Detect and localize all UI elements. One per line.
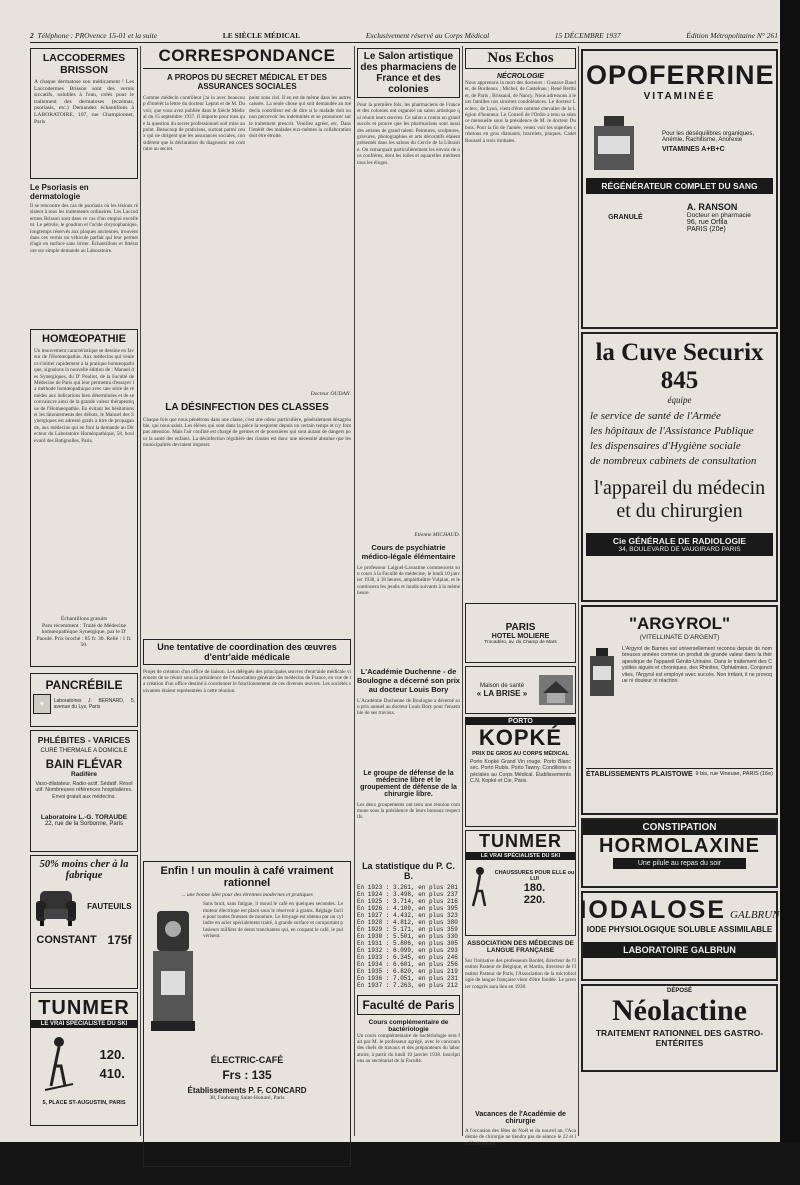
opoferrine-vitaminee: VITAMINÉE xyxy=(643,91,716,102)
tunmer-2-price-2: 220. xyxy=(523,894,546,906)
cuve-line-1: le service de santé de l'Armée xyxy=(590,410,721,422)
stat-row: En 1930 : 5.501, en plus 330 xyxy=(357,932,458,940)
hormolaxine-sub: Une pilule au repas du soir xyxy=(613,858,746,869)
house-photo-icon xyxy=(539,675,573,705)
phlebites-cure: CURE THERMALE A DOMICILE xyxy=(40,748,128,754)
tunmer-title: TUNMER xyxy=(38,997,130,1019)
stat-row: En 1927 : 4.432, en plus 323 xyxy=(357,911,458,919)
fauteuil-word: FAUTEUILS xyxy=(87,901,132,911)
vacances-title: Vacances de l'Académie de chirurgie xyxy=(475,1111,566,1125)
argyrol-estab: ÉTABLISSEMENTS PLAISTOWE xyxy=(586,771,693,778)
homeopathie-footer2: Paru récemment : Traité de Médecine homœopathique Synergique, par le D' Paoulé. Prix broché : 85 fr. 30. Relié : 1 fr. 50. xyxy=(36,622,132,649)
kopke-sub: PRIX DE GROS AU CORPS MÉDICAL xyxy=(472,751,569,757)
phlebites-title: PHLÉBITES - VARICES xyxy=(37,735,131,745)
medicine-bottle-icon xyxy=(586,112,656,172)
moulin-price: Frs : 135 xyxy=(222,1068,272,1083)
brisson-text: A chaque dermatose son médicament ! Les Laccodermes Brisson sont des vernis siccatifs, solubles à l'eau, créés pour le traitement des dermatoses (eczémas, psoriasis, etc.) Demandez échantillons à LABORATOIRE, 107, rue Championnet, Paris xyxy=(34,79,134,125)
salon-body: Pour la première fois, les pharmaciens de France et des colonies ont organisé un salon artistique qui réunit leurs œuvres. Ce salon a connu un grand succès et prouve que les pharmaciens sont aussi des artistes de grand talent. Peintures, sculptures, gravures, photographies et arts décoratifs étaient présentés dans les salons du Cercle de la Librairie. On remarquait particulièrement les envois de nos confrères, dont les toiles et aquarelles méritent tous les éloges. xyxy=(357,102,460,166)
neolactine-sub: TRAITEMENT RATIONNEL DES GASTRO-ENTÉRITES xyxy=(595,1028,764,1048)
hotel-moliere-ad xyxy=(465,603,576,663)
stat-row: En 1934 : 6.601, en plus 256 xyxy=(357,960,458,968)
tunmer-2-line: CHAUSSURES POUR ELLE ou LUI xyxy=(494,870,575,882)
bain-flevar-title: BAIN FLÉVAR xyxy=(45,759,123,771)
adjacent-page-edge xyxy=(780,0,800,1142)
opoferrine-pour: Pour les déséquilibres organiques, Anémie, Rachitisme, Anorexie xyxy=(662,131,755,143)
stat-table xyxy=(357,884,460,989)
correspondance-col-b: point sous ciel. Il en est de même dans les autres caisses. La seule chose qui soit demandée au médecin contrôleur est de dire si le malade doit ou non percevoir les indemnités et se prononcer sur le traitement prescrit. Veuillez agréer, etc. Dans l'intérêt des malades eux-mêmes la collaboration doit être étroite. xyxy=(249,95,351,140)
argyrol-sub: (VITELLINATE D'ARGENT) xyxy=(639,634,720,641)
argyrol-body: L'Argyrol de Barnes est universellement reconnu depuis de nombreuses années comme un produit de grande valeur dans la thérapeutique de l'appareil Génito-Urinaire. Dans le traitement des Cystites aiguës et chroniques, des Rhinites, Ophtalmies, Conjonctivites, l'Argyrol est employé avec succès. Non irritant, il ne provoque ni douleur ni réaction. xyxy=(622,646,772,685)
iodalose-brand: GALBRUN xyxy=(730,909,780,921)
desinfection-body: Chaque fois que nous pénétrons dans une classe, c'est une odeur particulière, généralement désagréable, qui nous saisit. Les élèves qui sont dans la pièce la respirent depuis un certain temps et n'y font pas attention. Mais l'air confiné est chargé de germes et de poussières qui sont autant de dangers pour la santé des enfants. La désinfection régulière des classes est donc une nécessité absolue que les municipalités devraient imposer. xyxy=(143,416,351,449)
hormolaxine-title: HORMOLAXINE xyxy=(599,835,760,857)
opoferrine-city: PARIS (20e) xyxy=(686,226,726,233)
iodalose-lab: LABORATOIRE GALBRUN xyxy=(583,942,776,958)
moulin-estab: Établissements P. F. CONCARD xyxy=(187,1086,307,1096)
coordination-box xyxy=(143,639,351,665)
iodalose-sub: IODE PHYSIOLOGIQUE SOLUBLE ASSIMILABLE xyxy=(586,925,773,934)
hotel-paris-title: PARIS xyxy=(505,621,536,633)
tunmer-price-2: 410. xyxy=(99,1066,125,1081)
salon-title: Le Salon artistique des pharmaciens de France et des colonies xyxy=(360,51,457,95)
tunmer-ad xyxy=(30,992,138,1126)
fauteuil-slogan: 50% moins cher à la fabrique xyxy=(39,859,129,881)
brise-name: « LA BRISE » xyxy=(476,688,528,698)
salon-signature: Etienne MICHAUD. xyxy=(414,532,460,538)
pancrebile-sub: Laboratoires J. BERNARD, 5, avenue du Lys, Paris xyxy=(53,698,135,710)
faculte-sub: Cours complémentaire de bactériologie xyxy=(368,1018,449,1033)
constant-price: 175f xyxy=(107,933,132,947)
neolactine-ad xyxy=(581,984,778,1072)
phlebites-ad xyxy=(30,730,138,852)
moulin-body: Sans bruit, sans fatigue, il moud le café en quelques secondes. Le moteur électrique est placé sous le réservoir à grains. Réglage facile pour toutes finesses de mouture. Le broyage est obtenu par un cylindre en acier spécialement traité, à grande surface et comportant plusieurs milliers de dents tranchantes qui, en coupant le café, le pulvérisent. xyxy=(203,901,343,940)
coffee-grinder-icon xyxy=(147,901,199,1051)
cuve-line-6: et du chirurgien xyxy=(616,500,743,522)
stat-row: En 1928 : 4.812, en plus 380 xyxy=(357,918,458,926)
moulin-ad xyxy=(143,861,351,1167)
stat-row: En 1929 : 5.171, en plus 359 xyxy=(357,925,458,933)
salon-box xyxy=(357,48,460,98)
column-5 xyxy=(581,46,778,1136)
kopke-prices: Porto Kopké Grand Vin rouge. Porto Blanc sec. Porto Rubis. Porto Tawny. Conditions spéciales au Corps Médical. Établissements C.N. Kopké et Cie, Paris. xyxy=(470,759,571,785)
cuve-line-4: de nombreux cabinets de consultation xyxy=(590,455,757,467)
kopke-porto: PORTO xyxy=(466,718,575,725)
opoferrine-ad xyxy=(581,49,778,329)
association-body: Sur l'initiative des professeurs Bordet, directeur de l'Institut Pasteur de Belgique, et Martin, directeur de l'Institut Pasteur de Paris, l'Association de la microbiologie de langue française vient d'être fondée. Le premier congrès aura lieu en 1938. xyxy=(465,958,576,990)
opoferrine-regenerateur: RÉGÉNÉRATEUR COMPLET DU SANG xyxy=(586,178,773,194)
header-left xyxy=(30,31,157,40)
cuve-footer-2: 34, BOULEVARD DE VAUGIRARD PARIS xyxy=(618,546,741,553)
constant-brand: CONSTANT xyxy=(36,934,97,946)
faculte-title: Faculté de Paris xyxy=(362,997,455,1012)
stat-row: En 1935 : 6.820, en plus 219 xyxy=(357,967,458,975)
stat-row: En 1932 : 6.099, en plus 293 xyxy=(357,946,458,954)
psoriasis-title: Le Psoriasis en dermatologie xyxy=(30,183,89,201)
argyrol-address: 9 bis, rue Vineuse, PARIS (16e) xyxy=(695,771,773,777)
bain-flevar-lab: Laboratoire L.-G. TORAUDE xyxy=(40,814,128,821)
correspondance-title: CORRESPONDANCE xyxy=(143,46,351,69)
kopke-title: KOPKÉ xyxy=(478,725,563,750)
hormolaxine-ad xyxy=(581,818,778,888)
groupe-title: Le groupe de défense de la médecine libre et le groupement de défense de la chirurgie libre. xyxy=(360,769,457,798)
header-exclusive: Exclusivement réservé au Corps Médical xyxy=(365,30,490,40)
tunmer-2-sub: LE VRAI SPÉCIALISTE DU SKI xyxy=(466,852,575,860)
cuve-line-3: les dispensaires d'Hygiène sociale xyxy=(590,440,741,452)
page-number: 2 xyxy=(30,30,34,40)
cours-body: Le professeur Laignel-Lavastine commencera son cours à la Faculté de médecine, le lundi 10 janvier 1938, à 18 heures, amphithéâtre Vulpian, et le continuera les jeudis et lundis suivants à la même heure. xyxy=(357,564,460,597)
opoferrine-title: OPOFERRINE xyxy=(586,60,775,90)
stat-row: En 1923 : 3.261, en plus 281 xyxy=(357,883,458,891)
fauteuil-ad xyxy=(30,855,138,989)
column-rule xyxy=(578,46,579,1136)
cuve-line-5: l'appareil du médecin xyxy=(593,477,766,499)
echos-body: Nous apprenons la mort des docteurs : Gustave Baudet, de Bordeaux ; Michel, de Castelnau ; René Berthier, de Paris ; Brissaud, de Nancy. Nous adressons à leurs familles nos sincères condoléances. Le docteur Leclerc, de Lyon, vient d'être nommé chevalier de la Légion d'honneur. Le Conseil de l'Ordre a tenu sa séance mensuelle sous la présidence de M. le docteur Dubois. Pour la fin de l'année, venez voir les superbes créations en gros diamants, bracelets, plaques. Cadet Roussel à trois timbales. xyxy=(465,80,576,144)
cuve-securix-ad xyxy=(581,332,778,602)
kopke-ad xyxy=(465,717,576,827)
hormolaxine-constipation: CONSTIPATION xyxy=(583,820,776,835)
stat-row: En 1933 : 6.345, en plus 246 xyxy=(357,953,458,961)
correspondance-sub: A PROPOS DU SECRET MÉDICAL ET DES ASSURANCES SOCIALES xyxy=(166,73,328,91)
moulin-brand: ÉLECTRIC-CAFÉ xyxy=(210,1055,284,1066)
homeopathie-body: Un mouvement caractéristique se dessine en faveur de l'Homœopathie. Aux médecins qui veulent s'initier rapidement à la pratique homœopathique, signalons la nouvelle édition de : Manuel des Synergiques, du D' Pouliot, de la Faculté de Médecine de Paris qui leur permettra d'essayer la méthode homœopathique avec une série de remèdes aux indications bien déterminées et de se convaincre ainsi de la grande valeur thérapeutique de l'Homœopathie. En évitant les hésitations et les tâtonnements des débuts, le Manuel des Synergiques est adressé gratis à titre de propagande, aux médecins qui en font la demande au Directeur du Laboratoire Homéopathique, 58, boulevard des Batignolles, Paris. xyxy=(34,348,134,444)
stat-row: En 1937 : 7.263, en plus 212 xyxy=(357,981,458,989)
echos-title: Nos Echos xyxy=(487,50,554,66)
stat-row: En 1924 : 3.498, en plus 237 xyxy=(357,890,458,898)
tunmer-2-price-1: 180. xyxy=(523,882,546,894)
stat-row: En 1931 : 5.806, en plus 305 xyxy=(357,939,458,947)
tunmer-price-1: 120. xyxy=(99,1047,125,1062)
association-title: ASSOCIATION DES MÉDECINS DE LANGUE FRANÇAISE xyxy=(467,940,574,954)
argyrol-bottle-icon xyxy=(586,646,618,698)
brisson-ad xyxy=(30,48,138,179)
page-header xyxy=(30,28,778,43)
bain-flevar-sub: Radifère xyxy=(70,771,97,778)
column-4 xyxy=(465,46,576,1147)
homeopathie-footer: Échantillons gratuits xyxy=(60,616,108,622)
header-edition: Édition Métropolitaine N° 261 xyxy=(686,30,778,40)
echos-box xyxy=(465,48,576,69)
coordination-title: Une tentative de coordination des œuvres d'entr'aide médicale xyxy=(157,641,337,662)
bain-flevar-addr: 22, rue de la Sorbonne, Paris xyxy=(44,821,124,827)
header-paper-name: LE SIÈCLE MÉDICAL xyxy=(222,30,301,40)
stat-row: En 1936 : 7.051, en plus 231 xyxy=(357,974,458,982)
duchenne-body: L'Académie Duchenne de Boulogne a décerné son prix annuel au docteur Louis Bory pour l'ensemble de ses travaux. xyxy=(357,697,460,717)
pancrebile-title: PANCRÉBILE xyxy=(45,678,123,692)
groupe-body: Les deux groupements ont tenu une réunion commune sous la présidence de leurs bureaux respectifs. xyxy=(357,801,460,821)
opoferrine-granule: GRANULÉ xyxy=(608,214,643,221)
skier-2-icon xyxy=(466,864,494,912)
brisson-title: LACCODERMES BRISSON xyxy=(42,52,126,76)
column-rule xyxy=(354,46,355,1136)
neolactine-title: Néolactine xyxy=(612,994,747,1027)
necrologie-title: NÉCROLOGIE xyxy=(496,73,545,80)
header-date: 15 DÉCEMBRE 1937 xyxy=(554,30,621,40)
faculte-box xyxy=(357,995,460,1015)
desinfection-title: LA DÉSINFECTION DES CLASSES xyxy=(165,401,329,413)
cuve-footer-1: Cie GÉNÉRALE DE RADIOLOGIE xyxy=(612,536,747,546)
liver-icon: ◆ xyxy=(33,694,51,714)
cuve-equipe: équipe xyxy=(667,395,692,405)
hotel-name: HOTEL MOLIERE xyxy=(491,632,550,640)
vacances-body: A l'occasion des fêtes de Noël et du nouvel an, l'Académie de chirurgie ne tiendra pas de séance le 22 et le 29 décembre. xyxy=(465,1128,576,1147)
pancrebile-ad xyxy=(30,673,138,727)
column-1 xyxy=(30,46,138,1136)
stat-row: En 1926 : 4.109, en plus 395 xyxy=(357,904,458,912)
coordination-body: Projet de création d'un office de liaison. Les délégués des principales œuvres d'entr'aide médicale viennent de se réunir sous la présidence de l'Association générale des médecins de France, en vue de la création d'un office destiné à coordonner le fonctionnement de ces diverses œuvres. Les sociétés suivantes étaient représentées à cette réunion. xyxy=(143,668,351,694)
iodalose-ad xyxy=(581,891,778,981)
tunmer-2-ad xyxy=(465,830,576,936)
stat-title: La statistique du P. C. B. xyxy=(362,860,455,881)
neolactine-depose: DÉPOSÉ xyxy=(666,988,692,994)
opoferrine-ranson: A. RANSON xyxy=(686,202,738,212)
armchair-icon xyxy=(36,885,76,927)
argyrol-title: "ARGYROL" xyxy=(628,614,731,633)
opoferrine-ranson-title: Docteur en pharmacie xyxy=(686,212,751,219)
opoferrine-vitamines: VITAMINES A+B+C xyxy=(662,146,725,153)
tunmer-2-title: TUNMER xyxy=(479,831,562,851)
moulin-address: 38, Faubourg Saint-Honoré, Paris xyxy=(209,1095,285,1102)
faculte-body: Un cours complémentaire de bactériologie sera fait par M. le professeur agrégé, avec le concours des chefs de travaux et des préparateurs du laboratoire, à partir du lundi 10 janvier 1938. Inscriptions au secrétariat de la Faculté. xyxy=(357,1032,460,1065)
iodalose-title: IODALOSE xyxy=(579,896,727,924)
cuve-line-2: les hôpitaux de l'Assistance Publique xyxy=(590,425,754,437)
cours-title: Cours de psychiatrie médico-légale élémentaire xyxy=(361,542,456,561)
header-phone: Téléphone : PROvence 15-01 et la suite xyxy=(37,30,158,40)
stat-row: En 1925 : 3.714, en plus 216 xyxy=(357,897,458,905)
argyrol-ad xyxy=(581,605,778,815)
tunmer-address: 5, PLACE ST-AUGUSTIN, PARIS xyxy=(42,1100,126,1106)
hotel-address: Trocadéro, av. du Champ de Mars xyxy=(484,639,557,645)
column-rule xyxy=(462,46,463,1136)
tunmer-sub: LE VRAI SPÉCIALISTE DU SKI xyxy=(31,1020,137,1028)
correspondance-signature: Docteur OUDAN. xyxy=(310,391,351,397)
correspondance-body xyxy=(143,95,351,391)
homeopathie-ad xyxy=(30,329,138,667)
opoferrine-address: 96, rue Orfila xyxy=(686,219,728,226)
moulin-title: Enfin ! un moulin à café vraiment rationnel xyxy=(160,864,334,889)
column-2 xyxy=(143,46,351,1136)
homeopathie-title: HOMŒOPATHIE xyxy=(42,333,126,345)
skier-icon xyxy=(43,1034,75,1094)
moulin-sub: ... une bonne idée pour des étrennes modernes et pratiques xyxy=(181,891,313,898)
column-rule xyxy=(140,46,141,1136)
cuve-title: la Cuve Securix 845 xyxy=(595,339,764,394)
psoriasis-body: Il se rencontre des cas de psoriasis où les lésions résistent à tous les traitements ordinaires. Les Laccodermes Brisson sont dans ce cas d'un emploi excellent. Le pétrole, le goudron et l'acide chrysophanique, longtemps réservés aux plaques anciennes, trouvent dans ces vernis un véhicule parfait qui leur permet d'agir en surface sans irriter. Échantillons et littérature sur simple demande au Laboratoire. xyxy=(30,203,138,254)
brise-ad xyxy=(465,666,576,714)
bain-flevar-body: Vaso-dilatateur. Radio-actif. Sédatif. Résolutif. Nombreuses références hospitalières. Envoi gratuit aux médecins. xyxy=(35,781,133,800)
column-3 xyxy=(357,46,460,1136)
duchenne-title: L'Académie Duchenne - de Boulogne a décerné son prix au docteur Louis Bory xyxy=(357,666,460,694)
brise-label: Maison de santé xyxy=(479,682,525,689)
correspondance-col-a: Comme médecin contrôleur j'ai lu avec beaucoup d'intérêt la lettre du docteur Leprat et de M. Duvoir, que vous avez publiée dans le Siècle Médical du 15 septembre 1937. Il importe pour tous que la question du secret professionnel soit mise au point. Beaucoup de praticiens, surtout parmi ceux qui ne dirigent que les assurances sociales, considèrent que la déclaration du diagnostic est contraire au secret. xyxy=(143,95,245,153)
